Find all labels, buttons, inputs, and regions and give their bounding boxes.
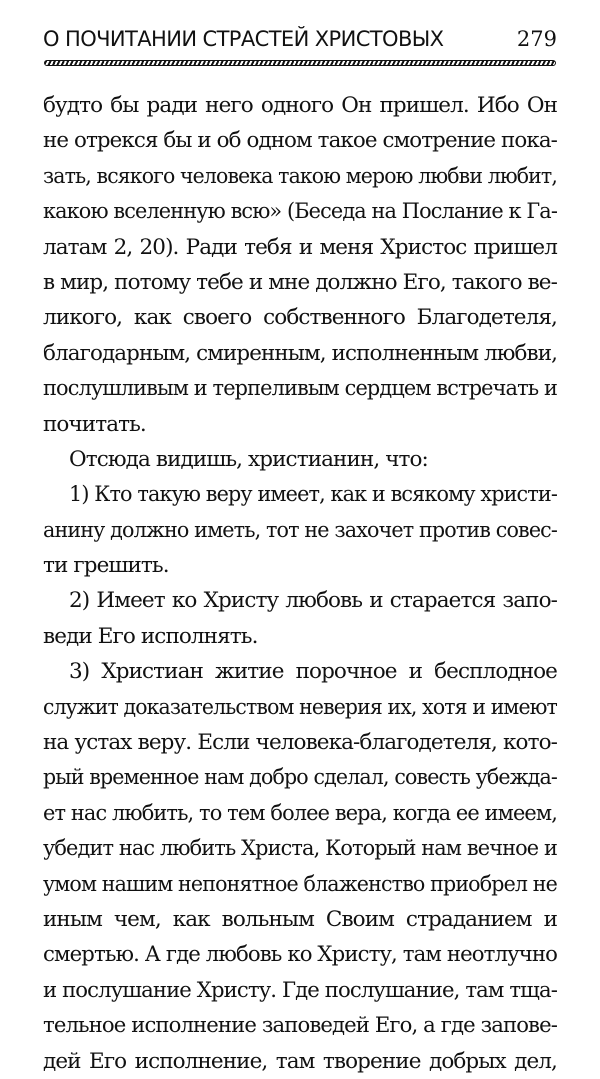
rope-divider — [44, 60, 556, 66]
text-line: тельное исполнение заповедей Его, а где запове- — [43, 1013, 557, 1039]
text-line: почитать. — [43, 411, 146, 437]
text-line: анину должно иметь, тот не захочет против совес- — [43, 517, 557, 543]
text-line: ти грешить. — [43, 553, 169, 579]
list-item-3: 3) Христиан житие порочное и бесплодное — [69, 659, 557, 685]
text-line: дей Его исполнение, там творение добрых дел, — [43, 1048, 557, 1074]
text-line: благодарным, смиренным, исполненным любви, — [43, 340, 557, 366]
text-line: смертью. А где любовь ко Христу, там неотлучно — [43, 942, 557, 968]
text-line: умом нашим непонятное блаженство приобрел не — [43, 871, 557, 897]
body-text — [43, 88, 557, 1079]
text-line: ет нас любить, то тем более вера, когда ее имеем, — [43, 800, 557, 826]
text-line: и послушание Христу. Где послушание, там тща- — [43, 977, 557, 1003]
running-title: О ПОЧИТАНИИ СТРАСТЕЙ ХРИСТОВЫХ — [43, 27, 444, 51]
text-line: не отрекся бы и об одном такое смотрение пока- — [43, 128, 557, 154]
text-line: иным чем, как вольным Своим страданием и — [43, 906, 557, 932]
list-item-2: 2) Имеет ко Христу любовь и старается запо- — [69, 588, 557, 614]
text-line: служит доказательством неверия их, хотя и имеют — [43, 694, 557, 720]
text-line: зать, всякого человека такою мерою любви любит, — [43, 163, 557, 189]
text-line: послушливым и терпеливым сердцем встречать и — [43, 376, 557, 402]
page-number: 279 — [516, 27, 557, 51]
text-line: рый временное нам добро сделал, совесть убежда- — [43, 765, 557, 791]
text-line: Отсюда видишь, христианин, что: — [69, 446, 428, 472]
text-line: в мир, потому тебе и мне должно Его, такого ве- — [43, 269, 557, 295]
text-line: на устах веру. Если человека-благодетеля, кото- — [43, 730, 557, 756]
text-line: ликого, как своего собственного Благодетеля, — [43, 305, 557, 331]
list-item-1: 1) Кто такую веру имеет, как и всякому христи- — [69, 482, 557, 508]
text-line: веди Его исполнять. — [43, 623, 258, 649]
text-line: латам 2, 20). Ради тебя и меня Христос пришел — [43, 234, 557, 260]
text-line: будто бы ради него одного Он пришел. Ибо Он — [43, 93, 557, 118]
running-header — [43, 24, 557, 54]
text-line: убедит нас любить Христа, Который нам вечное и — [43, 836, 557, 862]
text-line: какою вселенную всю» (Беседа на Послание к Га- — [43, 199, 557, 225]
